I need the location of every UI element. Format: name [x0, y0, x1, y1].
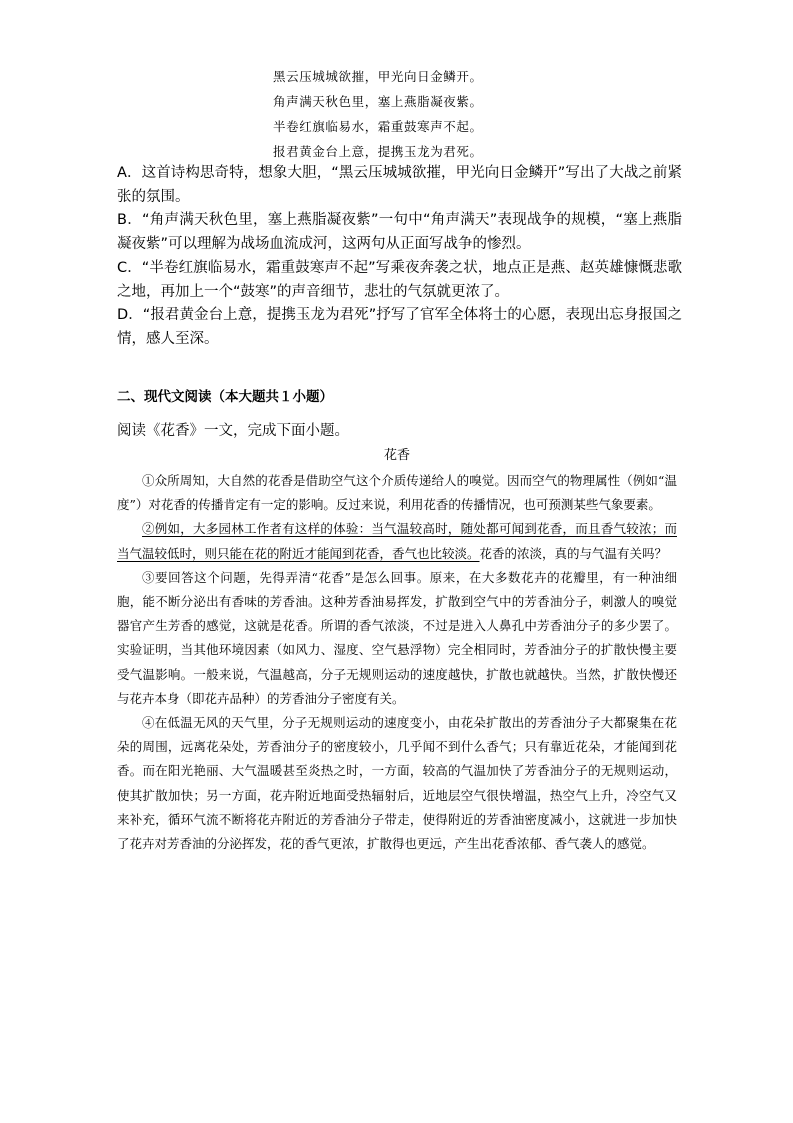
paragraph-1: ①众所周知，大自然的花香是借助空气这个介质传递给人的嗅觉。因而空气的物理属性（例如“温度”）对花香的传播肯定有一定的影响。反过来说，利用花香的传播情况，也可预测某些气象要素。	[117, 473, 677, 513]
option-a: A．这首诗构思奇特，想象大胆，“黑云压城城欲摧，甲光向日金鳞开”写出了大战之前紧张的氛围。	[117, 165, 682, 205]
option-d: D．“报君黄金台上意，提携玉龙为君死”抒写了官军全体将士的心愿，表现出忘身报国之情，感人至深。	[117, 307, 682, 347]
reading-instruction: 阅读《花香》一文，完成下面小题。	[117, 423, 349, 439]
option-c: C．“半卷红旗临易水，霜重鼓寒声不起”写乘夜奔袭之状，地点正是燕、赵英雄慷慨悲歌之地，再加上一个“鼓寒”的声音细节，悲壮的气氛就更浓了。	[117, 259, 682, 300]
paragraph-2-question: 花香的浓淡，真的与气温有关吗？	[479, 545, 668, 561]
answer-options	[117, 162, 682, 352]
underlined-sentence: ②例如，大多园林工作者有这样的体验：当气温较高时，随处都可闻到花香，而且香气较浓；而当气温较低时，则只能在花的附近才能闻到花香，香气也比较淡。	[117, 521, 677, 561]
paragraph-3: ③要回答这个问题，先得弄清“花香”是怎么回事。原来，在大多数花卉的花瓣里，有一种油细胞，能不断分泌出有香味的芳香油。这种芳香油易挥发，扩散到空气中的芳香油分子，刺激人的嗅觉器官产生芳香的感觉，这就是花香。所谓的香气浓淡，不过是进入人鼻孔中芳香油分子的多少罢了。实验证明，当其他环境因素（如风力、湿度、空气悬浮物）完全相同时，芳香油分子的扩散快慢主要受气温影响。一般来说，气温越高，分子无规则运动的速度越快，扩散也就越快。当然，扩散快慢还与花卉本身（即花卉品种）的芳香油分子密度有关。	[117, 569, 677, 706]
poem	[273, 64, 573, 164]
paragraph-4: ④在低温无风的天气里，分子无规则运动的速度变小，由花朵扩散出的芳香油分子大都聚集在花朵的周围，远离花朵处，芳香油分子的密度较小，几乎闻不到什么香气；只有靠近花朵，才能闻到花香。而在阳光艳丽、大气温暖甚至炎热之时，一方面，较高的气温加快了芳香油分子的无规则运动，使其扩散加快；另一方面，花卉附近地面受热辐射后，近地层空气很快增温，热空气上升，冷空气又来补充，循环气流不断将花卉附近的芳香油分子带走，使得附近的芳香油密度减小，这就进一步加快了花卉对芳香油的分泌挥发，花的香气更浓，扩散得也更远，产生出花香浓郁、香气袭人的感觉。	[117, 715, 677, 852]
section-heading: 二、现代文阅读（本大题共１小题）	[117, 389, 333, 405]
poem-line: 报君黄金台上意，提携玉龙为君死。	[273, 144, 483, 159]
poem-line: 黑云压城城欲摧，甲光向日金鳞开。	[273, 69, 483, 84]
paragraph-2	[117, 517, 677, 565]
article-title: 花香	[383, 448, 410, 463]
option-b: B．“角声满天秋色里，塞上燕脂凝夜紫”一句中“角声满天”表现战争的规模，“塞上燕脂凝夜紫”可以理解为战场血流成河，这两句从正面写战争的惨烈。	[117, 212, 682, 253]
poem-line: 半卷红旗临易水，霜重鼓寒声不起。	[273, 119, 483, 134]
article-body	[117, 469, 677, 856]
poem-line: 角声满天秋色里，塞上燕脂凝夜紫。	[273, 94, 483, 109]
